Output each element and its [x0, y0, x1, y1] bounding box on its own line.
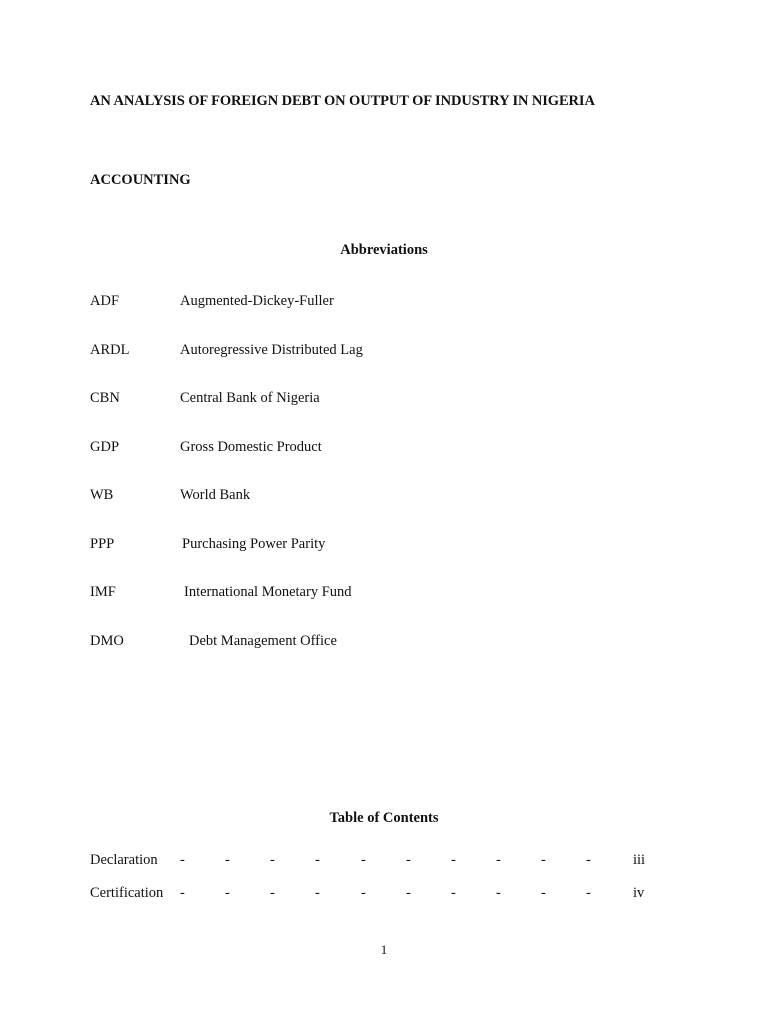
abbreviations-heading: Abbreviations	[340, 242, 428, 258]
subject-heading: ACCOUNTING	[90, 172, 191, 188]
abbreviation-term: CBN	[90, 390, 120, 406]
abbreviation-term: ADF	[90, 293, 120, 309]
abbreviation-definition: Autoregressive Distributed Lag	[180, 342, 363, 358]
toc-entry-label: Declaration	[90, 852, 158, 868]
toc-leader-dash: -	[451, 885, 456, 901]
abbreviation-term: GDP	[90, 439, 120, 455]
page-number: 1	[380, 942, 388, 957]
toc-leader-dash: -	[541, 852, 546, 868]
toc-leader-dash: -	[270, 885, 275, 901]
toc-leader-dash: -	[541, 885, 546, 901]
toc-entry-label: Certification	[90, 885, 164, 901]
abbreviation-definition: International Monetary Fund	[184, 584, 352, 600]
abbreviation-definition: Debt Management Office	[189, 633, 337, 649]
abbreviation-definition: Gross Domestic Product	[180, 439, 322, 455]
abbreviation-definition: World Bank	[180, 487, 251, 503]
toc-leader-dash: -	[315, 852, 320, 868]
abbreviation-term: IMF	[90, 584, 116, 600]
abbreviation-definition: Augmented-Dickey-Fuller	[180, 293, 334, 309]
toc-leader-dash: -	[180, 852, 185, 868]
toc-entry[interactable]	[90, 885, 690, 905]
toc-leader-dash: -	[361, 885, 366, 901]
toc-leader-dash: -	[315, 885, 320, 901]
abbreviation-definition: Central Bank of Nigeria	[180, 390, 320, 406]
abbreviation-term: ARDL	[90, 342, 130, 358]
toc-leader-dash: -	[180, 885, 185, 901]
toc-leader-dash: -	[586, 885, 591, 901]
toc-leader-dash: -	[406, 885, 411, 901]
toc-leader-dash: -	[270, 852, 275, 868]
abbreviation-term: DMO	[90, 633, 124, 649]
table-of-contents-heading: Table of Contents	[329, 810, 439, 826]
toc-leader-dash: -	[406, 852, 411, 868]
toc-leader-dash: -	[586, 852, 591, 868]
abbreviation-term: PPP	[90, 536, 115, 552]
toc-leader-dash: -	[496, 885, 501, 901]
toc-entry-page: iv	[633, 885, 645, 901]
abbreviation-definition: Purchasing Power Parity	[182, 536, 326, 552]
abbreviation-term: WB	[90, 487, 114, 503]
toc-leader-dash: -	[496, 852, 501, 868]
toc-leader-dash: -	[451, 852, 456, 868]
toc-entry-page: iii	[633, 852, 646, 868]
toc-leader-dash: -	[225, 885, 230, 901]
document-title: AN ANALYSIS OF FOREIGN DEBT ON OUTPUT OF INDUSTRY IN NIGERIA	[90, 93, 595, 109]
toc-leader-dash: -	[361, 852, 366, 868]
toc-entry[interactable]	[90, 852, 690, 872]
toc-leader-dash: -	[225, 852, 230, 868]
